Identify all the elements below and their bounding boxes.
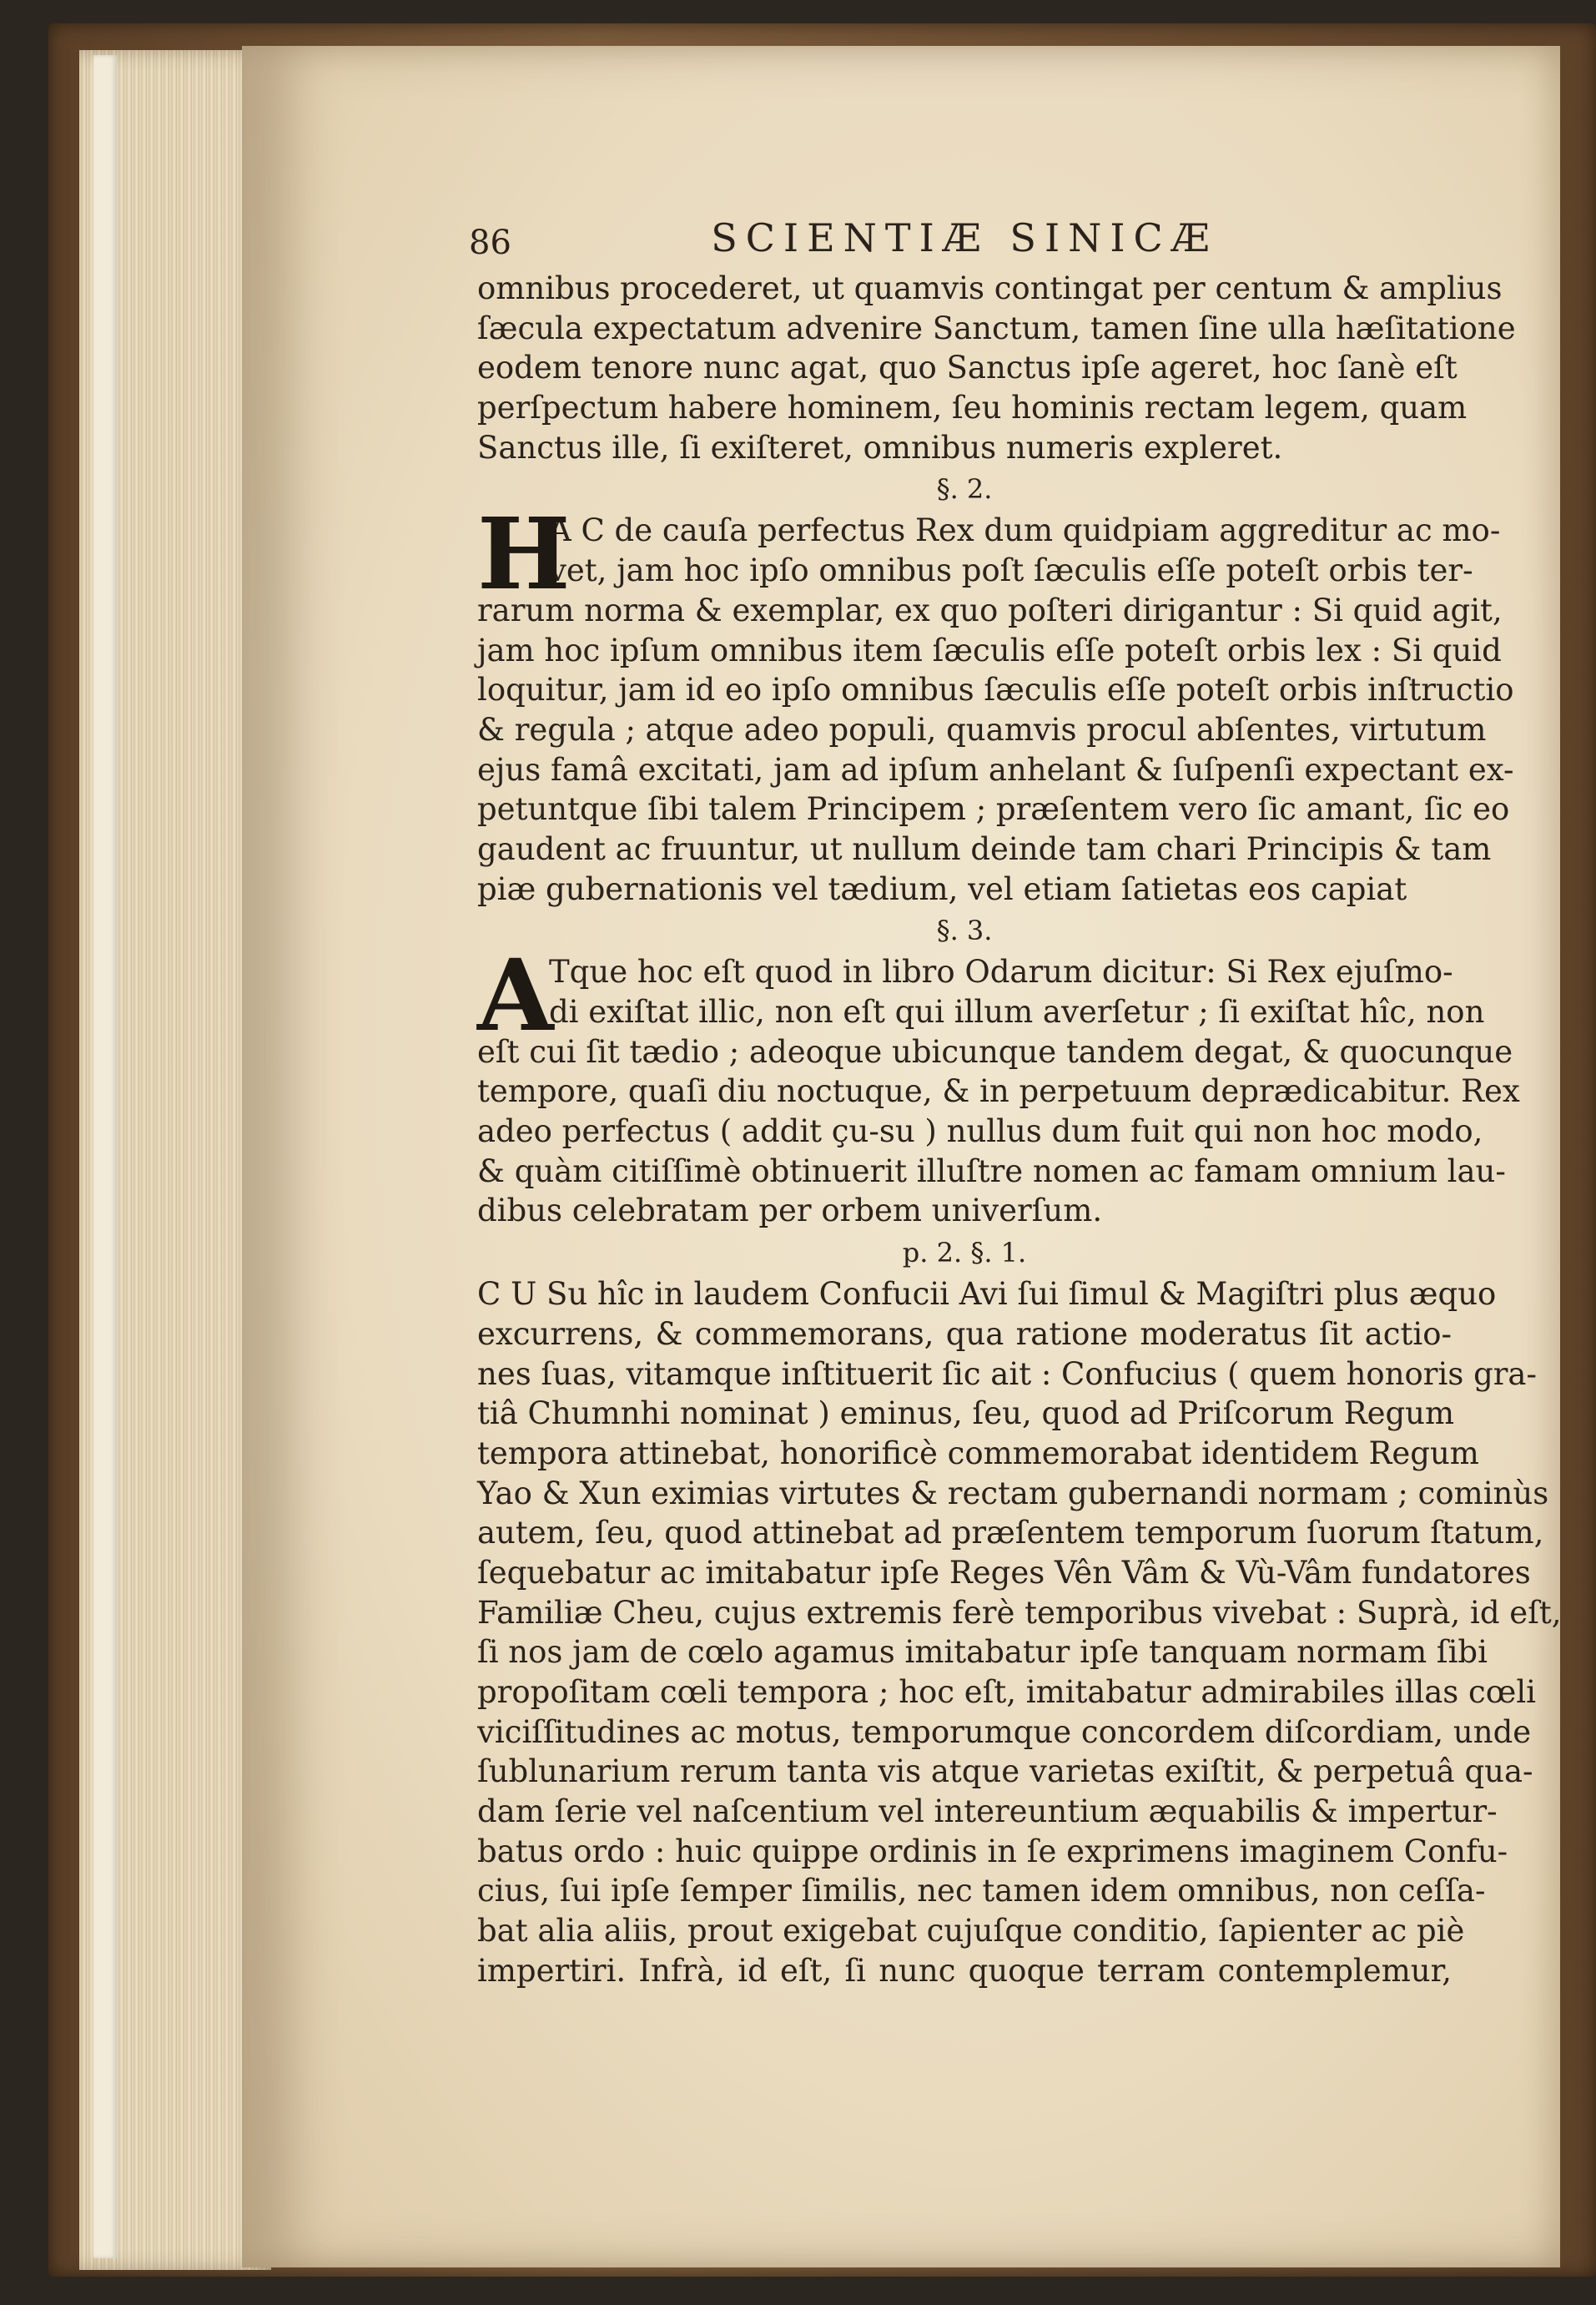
text-line: viciſſitudines ac motus, temporumque concordem diſcordiam, unde [477, 1713, 1532, 1750]
text-line: tiâ Chumnhi nominat ) eminus, ſeu, quod ad Priſcorum Regum [477, 1395, 1455, 1432]
text-line: A C de cauſa perfectus Rex dum quidpiam aggreditur ac mo- [549, 512, 1501, 549]
running-head: SCIENTIÆ SINICÆ [711, 215, 1218, 260]
text-line: impertiri. Infrà, id eſt, ſi nunc quoque terram contemplemur, [477, 1952, 1452, 1989]
drop-cap: A [477, 937, 554, 1054]
text-line: tempora attinebat, honorificè commemorabat identidem Regum [477, 1435, 1479, 1471]
text-line: omnibus procederet, ut quamvis contingat per centum & amplius [477, 270, 1503, 306]
section-mark: §. 2. [936, 473, 993, 506]
text-block [469, 215, 1562, 1991]
text-line: & quàm citiſſimè obtinuerit illuſtre nomen ac famam omnium lau- [477, 1152, 1506, 1189]
section-paragraph [477, 937, 1520, 1231]
text-line: ſublunarium rerum tanta vis atque varietas exiſtit, & perpetuâ qua- [477, 1753, 1533, 1790]
text-line: C U Su hîc in laudem Confucii Avi ſui ſimul & Magiſtri plus æquo [477, 1276, 1497, 1313]
text-line: perſpectum habere hominem, ſeu hominis rectam legem, quam [477, 390, 1468, 426]
text-line: ſi nos jam de cœlo agamus imitabatur ipſe tanquam normam ſibi [477, 1634, 1488, 1671]
section-paragraph [477, 496, 1514, 909]
section-mark: §. 3. [936, 915, 993, 947]
opening-paragraph [477, 269, 1516, 467]
inserted-slip [93, 55, 117, 2258]
text-line: Familiæ Cheu, cujus extremis ferè temporibus vivebat : Suprà, id eſt, [477, 1594, 1562, 1631]
page-header [469, 215, 1452, 269]
text-line: Yao & Xun eximias virtutes & rectam gubernandi normam ; cominùs [477, 1475, 1549, 1511]
text-line: ſæcula expectatum advenire Sanctum, tamen ſine ulla hæſitatione [477, 310, 1516, 346]
text-line: di exiſtat illic, non eſt qui illum averſetur ; ſi exiſtat hîc, non [549, 994, 1485, 1030]
text-line: jam hoc ipſum omnibus item ſæculis eſſe poteſt orbis lex : Si quid [477, 632, 1502, 668]
text-line: dam ſerie vel naſcentium vel intereuntium æquabilis & impertur- [477, 1793, 1498, 1830]
text-line: excurrens, & commemorans, qua ratione moderatus ſit actio- [477, 1315, 1452, 1352]
text-line: adeo perfectus ( addit çu-su ) nullus dum fuit qui non hoc modo, [477, 1113, 1483, 1150]
text-line: tempore, quaſi diu noctuque, & in perpetuum deprædicabitur. Rex [477, 1073, 1520, 1110]
page-number: 86 [469, 224, 511, 262]
text-line: piæ gubernationis vel tædium, vel etiam ſatietas eos capiat [477, 870, 1407, 907]
text-line: dibus celebratam per orbem univerſum. [477, 1193, 1103, 1229]
text-line: bat alia aliis, prout exigebat cujuſque conditio, ſapienter ac piè [477, 1913, 1465, 1949]
text-line: cius, ſui ipſe ſemper ſimilis, nec tamen idem omnibus, non ceſſa- [477, 1873, 1486, 1909]
text-line: nes ſuas, vitamque inſtituerit ſic ait : Confucius ( quem honoris gra- [477, 1355, 1537, 1392]
drop-cap: H [477, 496, 571, 613]
text-line: eodem tenore nunc agat, quo Sanctus ipſe ageret, hoc ſanè eſt [477, 350, 1458, 386]
text-line: Tque hoc eſt quod in libro Odarum dicitur: Si Rex ejuſmo- [549, 954, 1453, 991]
text-line: gaudent ac fruuntur, ut nullum deinde tam chari Principis & tam [477, 830, 1492, 867]
text-line: ejus famâ excitati, jam ad ipſum anhelant & ſuſpenſi expectant ex- [477, 751, 1514, 788]
text-line: petuntque ſibi talem Principem ; præſentem vero ſic amant, ſic eo [477, 791, 1510, 828]
section-paragraph [477, 1274, 1562, 1990]
text-line: ſequebatur ac imitabatur ipſe Reges Vên Vâm & Vù-Vâm fundatores [477, 1554, 1531, 1591]
text-line: propoſitam cœli tempora ; hoc eſt, imitabatur admirabiles illas cœli [477, 1674, 1537, 1710]
section-mark: p. 2. §. 1. [902, 1237, 1027, 1269]
text-line: vet, jam hoc ipſo omnibus poſt ſæculis eſſe poteſt orbis ter- [549, 552, 1473, 589]
text-line: eſt cui ſit tædio ; adeoque ubicunque tandem degat, & quocunque [477, 1033, 1513, 1070]
text-line: autem, ſeu, quod attinebat ad præſentem temporum ſuorum ſtatum, [477, 1515, 1544, 1551]
text-line: loquitur, jam id eo ipſo omnibus ſæculis eſſe poteſt orbis inſtructio [477, 672, 1514, 709]
text-line: batus ordo : huic quippe ordinis in ſe exprimens imaginem Confu- [477, 1833, 1508, 1869]
text-line: rarum norma & exemplar, ex quo poſteri dirigantur : Si quid agit, [477, 592, 1503, 628]
text-line: Sanctus ille, ſi exiſteret, omnibus numeris expleret. [477, 429, 1283, 466]
text-line: & regula ; atque adeo populi, quamvis procul abſentes, virtutum [477, 711, 1487, 748]
